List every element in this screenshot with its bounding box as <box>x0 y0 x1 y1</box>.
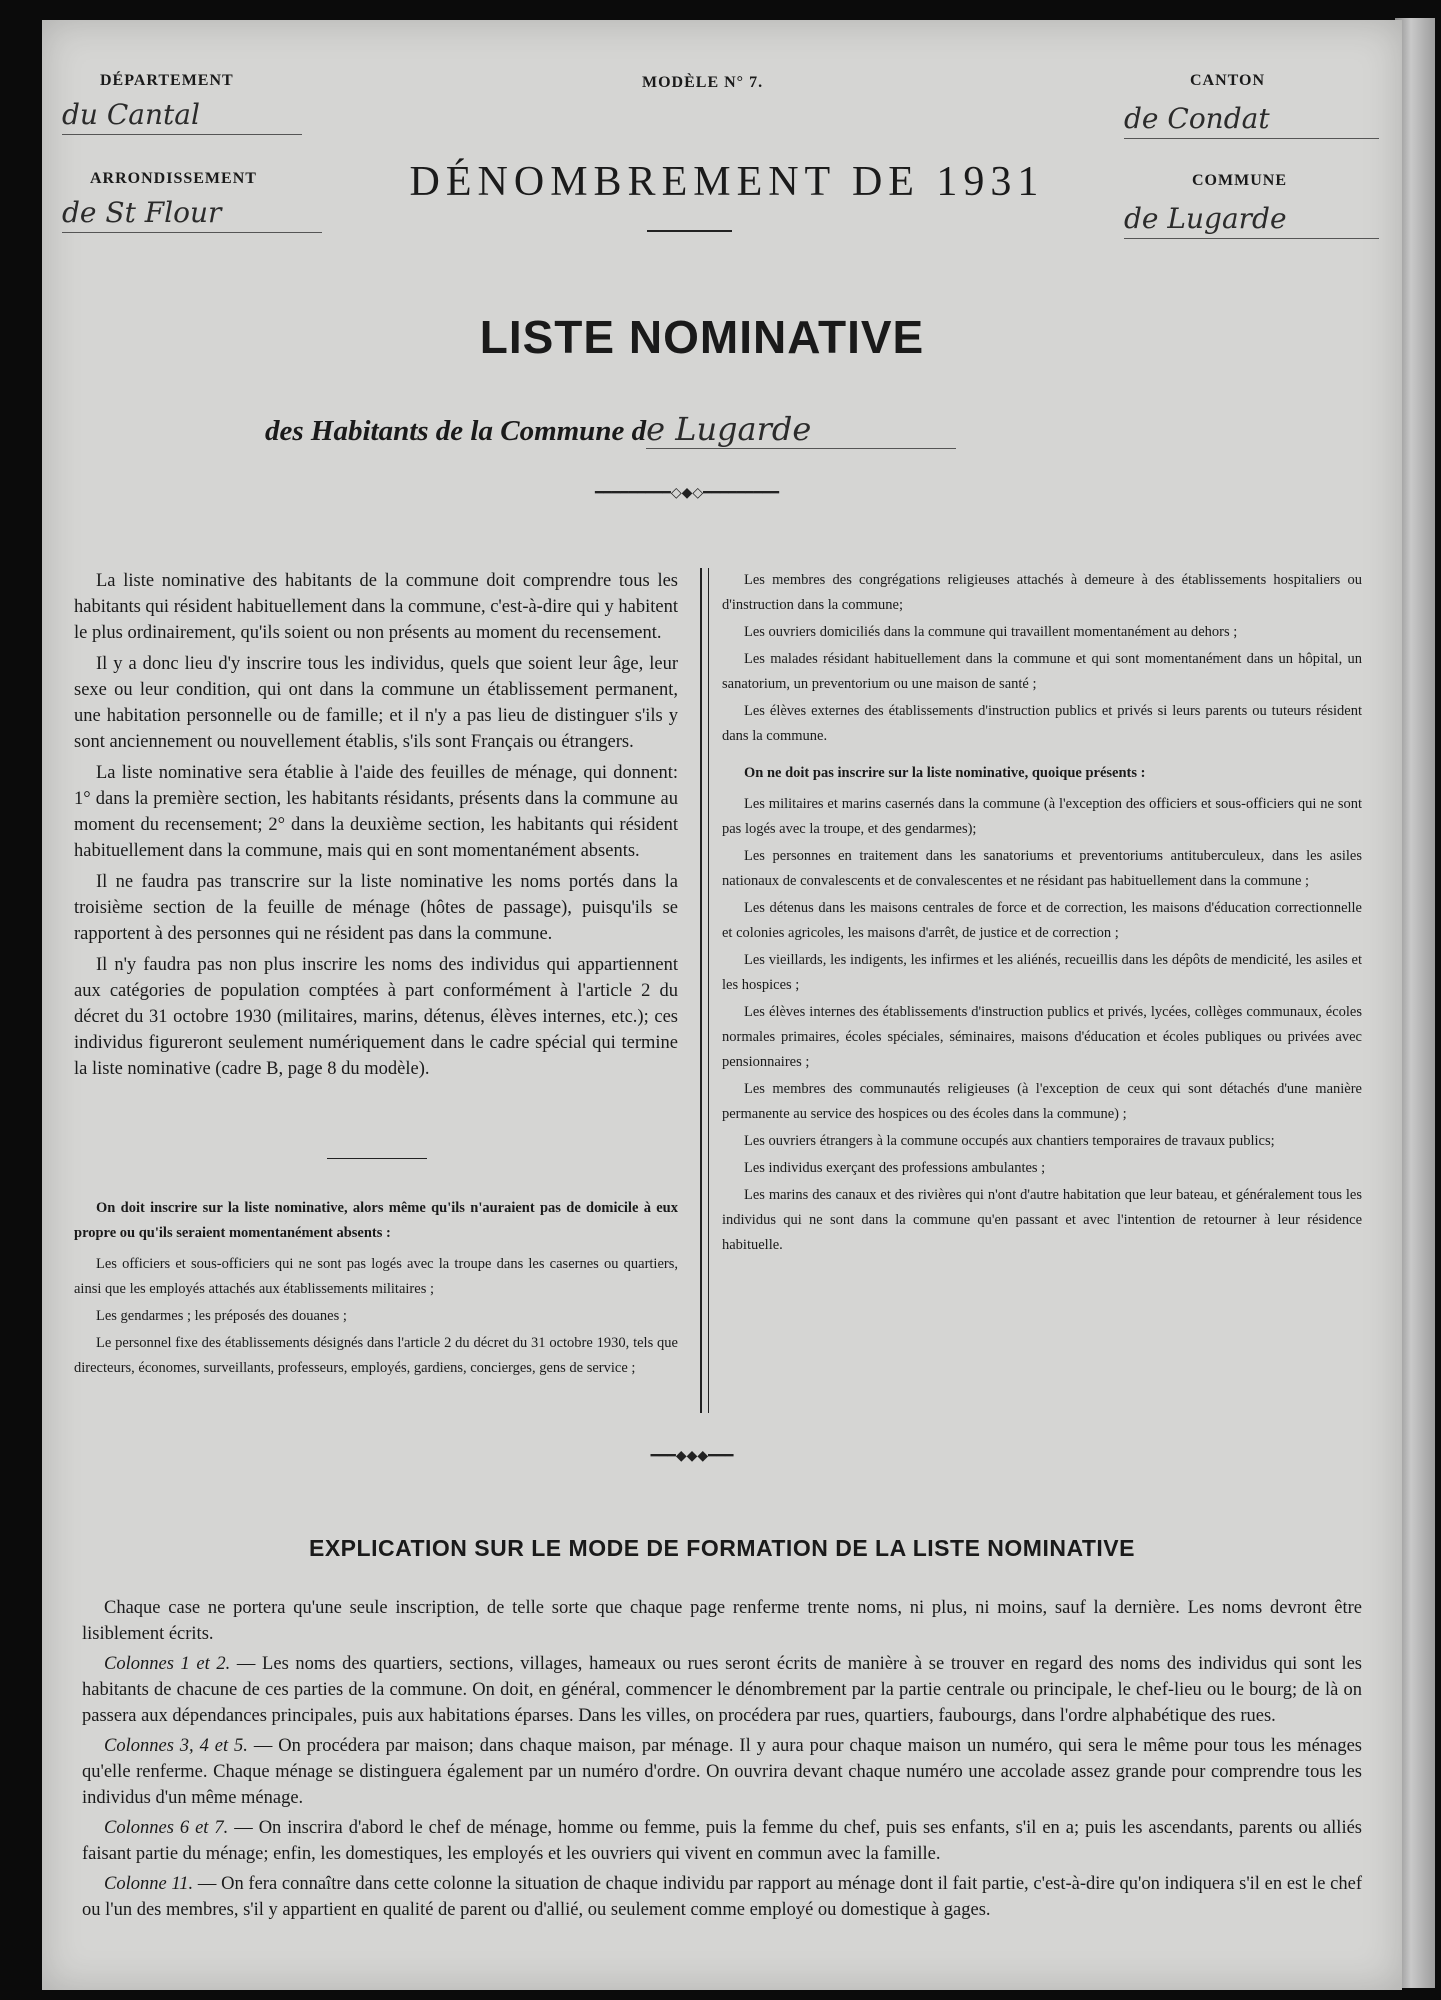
right-item: Les élèves externes des établissements d'instruction publics et privés si leurs parents ou tuteurs résident dans la commune. <box>722 703 1362 744</box>
right-item: Les membres des congrégations religieuses attachés à demeure à des établissements hospitaliers ou d'instruction dans la commune; <box>722 572 1362 613</box>
ornament-top: ━━━━━━━━━◇◆◇━━━━━━━━━ <box>594 486 780 501</box>
census-form-page <box>42 20 1402 1990</box>
explication-item-lead: Colonnes 3, 4 et 5. <box>104 1736 248 1756</box>
commune-value: de Lugarde <box>1124 202 1379 239</box>
right-item: Les vieillards, les indigents, les infirmes et les aliénés, recueillis dans les dépôts de mendicité, les asiles et les hospices ; <box>722 952 1362 993</box>
explication-item-text: — On inscrira d'abord le chef de ménage, homme ou femme, puis la femme du chef, puis ses enfants, s'il en a; puis les ascendants, parents ou alliés faisant partie du ménage; enfin, les domestiques, les employés et les ouvriers qui vivent en commun avec la famille. <box>82 1818 1362 1864</box>
modele-number: MODÈLE N° 7. <box>642 74 764 91</box>
right-item: Les élèves internes des établissements d'instruction publics et privés, lycées, collèges communaux, écoles normales primaires, écoles spéciales, séminaires, maisons d'éducation et écoles publiques ou privées avec pensionnaires ; <box>722 1004 1362 1070</box>
canton-value: de Condat <box>1124 102 1379 139</box>
arrondissement-label: ARRONDISSEMENT <box>90 170 257 187</box>
right-item: Les militaires et marins casernés dans la commune (à l'exception des officiers et sous-officiers qui ne sont pas logés avec la troupe, et des gendarmes); <box>722 796 1362 837</box>
small-item: Les gendarmes ; les préposés des douanes ; <box>96 1308 347 1324</box>
explication-item-lead: Colonnes 6 et 7. <box>104 1818 229 1838</box>
small-section-heading: On doit inscrire sur la liste nominative, alors même qu'ils n'auraient pas de domicile à eux propre ou qu'ils seraient momentanément absents : <box>74 1200 678 1241</box>
left-paragraph: La liste nominative sera établie à l'aide des feuilles de ménage, qui donnent: 1° dans la première section, les habitants résidants, présents dans la commune au moment du recensement; 2° dans la deuxième section, les habitants qui résident habituellement dans la commune, mais qui en sont momentanément absents. <box>74 763 678 861</box>
subtitle-commune-value: e Lugarde <box>646 410 956 449</box>
explication-item-lead: Colonne 11. <box>104 1874 194 1894</box>
left-paragraph: La liste nominative des habitants de la commune doit comprendre tous les habitants qui résident habituellement dans la commune, c'est-à-dire qui y habitent le plus ordinairement, qu'ils soient ou non présents au moment du recensement. <box>74 571 678 643</box>
explication-intro: Chaque case ne portera qu'une seule inscription, de telle sorte que chaque page renferme trente noms, ni plus, ni moins, sauf la dernière. Les noms devront être lisiblement écrits. <box>82 1598 1362 1644</box>
left-paragraph: Il ne faudra pas transcrire sur la liste nominative les noms portés dans la troisième section de la feuille de ménage (hôtes de passage), puisqu'ils se rapportent à des personnes qui ne résident pas dans la commune. <box>74 872 678 944</box>
ornament-bottom: ━━━◆◆◆━━━ <box>650 1449 734 1464</box>
departement-label: DÉPARTEMENT <box>100 72 234 89</box>
explication-item <box>82 1733 1362 1811</box>
census-title: DÉNOMBREMENT DE 1931 <box>409 159 1045 205</box>
title-rule <box>647 230 732 232</box>
small-item: Le personnel fixe des établissements désignés dans l'article 2 du décret du 31 octobre 1930, tels que directeurs, économes, surveillants, professeurs, employés, gardiens, concierges, gens de service ; <box>74 1335 678 1376</box>
explication-body <box>82 1595 1362 1927</box>
small-item: Les officiers et sous-officiers qui ne sont pas logés avec la troupe dans les casernes ou quartiers, ainsi que les employés attachés aux établissements militaires ; <box>74 1256 678 1297</box>
right-item: Les malades résidant habituellement dans la commune et qui sont momentanément dans un hôpital, un sanatorium, un preventorium ou une maison de santé ; <box>722 651 1362 692</box>
right-item: Les ouvriers étrangers à la commune occupés aux chantiers temporaires de travaux publics; <box>744 1133 1275 1149</box>
explication-item <box>82 1871 1362 1923</box>
right-item: Les personnes en traitement dans les sanatoriums et preventoriums antituberculeux, dans les asiles nationaux de convalescents et de convalescentes et ne résidant pas habituellement dans la commune ; <box>722 848 1362 889</box>
left-column <box>74 568 678 1087</box>
explication-item-lead: Colonnes 1 et 2. <box>104 1654 231 1674</box>
explication-item-text: — On procédera par maison; dans chaque maison, par ménage. Il y aura pour chaque maison un numéro, qui sera le même pour tous les ménages qu'elle renferme. Chaque ménage se distinguera également par un numéro d'ordre. On ouvrira devant chaque numéro une accolade assez grande pour comprendre tous les individus d'un même ménage. <box>82 1736 1362 1808</box>
left-small-section <box>74 1190 678 1383</box>
subtitle-line <box>265 410 1145 454</box>
right-item: Les membres des communautés religieuses (à l'exception de ceux qui sont détachés d'une manière permanente au service des hospices ou des écoles dans la commune) ; <box>722 1081 1362 1122</box>
commune-label: COMMUNE <box>1192 172 1287 189</box>
subtitle-prefix: des Habitants de la Commune d <box>265 415 647 447</box>
right-item: Les détenus dans les maisons centrales de force et de correction, les maisons d'éducation correctionnelle et colonies agricoles, les maisons d'arrêt, de justice et de correction ; <box>722 900 1362 941</box>
departement-value: du Cantal <box>62 98 302 135</box>
right-item: Les marins des canaux et des rivières qui n'ont d'autre habitation que leur bateau, et généralement tous les individus qui ne sont dans la commune qu'en passant et avec l'intention de retourner à leur résidence habituelle. <box>722 1187 1362 1253</box>
arrondissement-value: de St Flour <box>62 196 322 233</box>
right-section-heading: On ne doit pas inscrire sur la liste nominative, quoique présents : <box>744 765 1146 781</box>
left-paragraph: Il n'y faudra pas non plus inscrire les noms des individus qui appartiennent aux catégories de population comptées à part conformément à l'article 2 du décret du 31 octobre 1930 (militaires, marins, détenus, élèves internes, etc.); ces individus figureront seulement numériquement dans le cadre spécial qui termine la liste nominative (cadre B, page 8 du modèle). <box>74 955 678 1079</box>
canton-label: CANTON <box>1190 72 1266 89</box>
right-column <box>722 568 1362 1260</box>
explication-title: EXPLICATION SUR LE MODE DE FORMATION DE LA LISTE NOMINATIVE <box>309 1535 1135 1561</box>
explication-item-text: — On fera connaître dans cette colonne la situation de chaque individu par rapport au ménage dont il fait partie, c'est-à-dire qu'on indiquera s'il en est le chef ou l'un des membres, s'il y appartient en qualité de parent ou d'allié, ou seulement comme employé ou domestique à gages. <box>82 1874 1362 1920</box>
explication-item-text: — Les noms des quartiers, sections, villages, hameaux ou rues seront écrits de manière à se trouver en regard des noms des individus qui sont les habitants de chacune de ces parties de la commune. On doit, en général, commencer le dénombrement par la partie centrale ou principale, le chef-lieu ou le bourg; de là on passera aux dépendances principales, puis aux habitations éparses. Dans les villes, on procédera par rues, quartiers, faubourgs, dans l'ordre alphabétique des rues. <box>82 1654 1362 1726</box>
right-item: Les individus exerçant des professions ambulantes ; <box>744 1160 1046 1176</box>
left-paragraph: Il y a donc lieu d'y inscrire tous les individus, quels que soient leur âge, leur sexe ou leur condition, qui ont dans la commune un établissement permanent, une habitation personnelle ou de famille; et il n'y a pas lieu de distinguer s'ils y sont anciennement ou nouvellement établis, s'ils sont Français ou étrangers. <box>74 654 678 752</box>
explication-item <box>82 1815 1362 1867</box>
column-divider <box>700 568 709 1413</box>
right-item: Les ouvriers domiciliés dans la commune qui travaillent momentanément au dehors ; <box>744 624 1238 640</box>
left-column-rule <box>327 1158 427 1159</box>
liste-nominative-title: LISTE NOMINATIVE <box>479 311 925 363</box>
explication-item <box>82 1651 1362 1729</box>
